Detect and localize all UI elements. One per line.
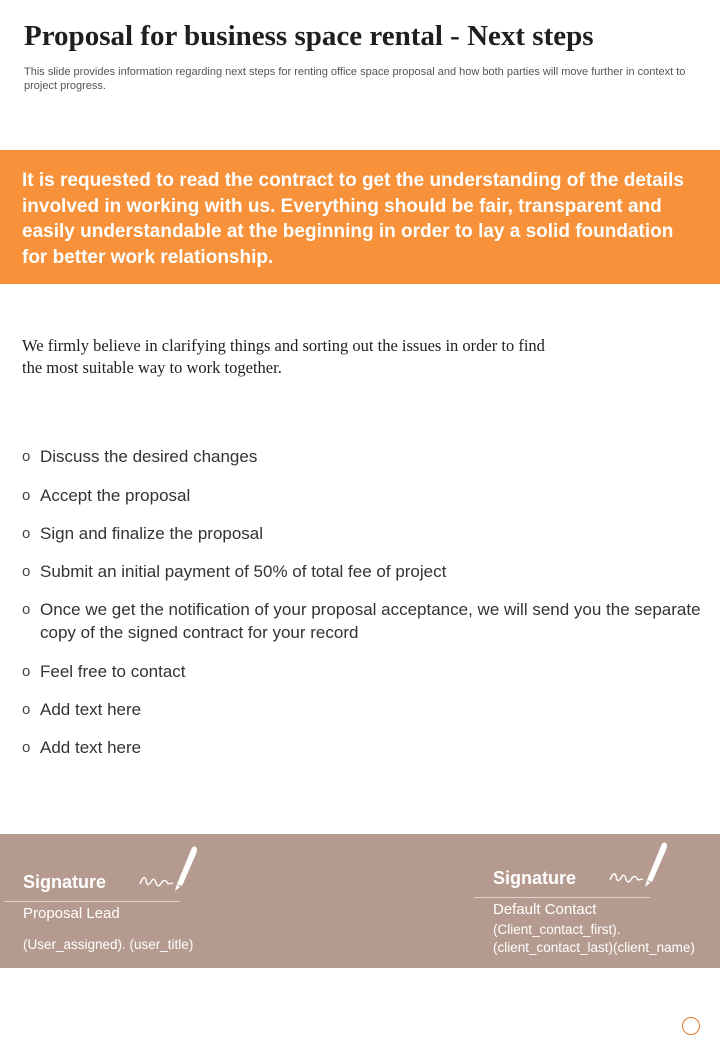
intro-paragraph: We firmly believe in clarifying things and sorting out the issues in order to find the most suitable way to work together. (22, 336, 545, 377)
bullet-icon: o (22, 525, 31, 542)
signature-band (0, 834, 720, 968)
list-item-text: Submit an initial payment of 50% of total fee of project (40, 562, 447, 581)
bullet-icon: o (22, 739, 31, 756)
signature-detail: (User_assigned). (user_title) (23, 937, 194, 952)
list-item-text: Add text here (40, 700, 142, 719)
banner-text: It is requested to read the contract to get the understanding of the details involved in working with us. Everything should be fair, transparent and easily understandable at the beginning in order to lay a solid foundation for better work relationship. (22, 170, 684, 268)
list-item (22, 560, 702, 583)
list-item (22, 445, 702, 468)
bullet-icon: o (22, 601, 31, 618)
list-item-text: Add text here (40, 738, 142, 757)
list-item (22, 598, 702, 644)
list-item-text: Feel free to contact (40, 662, 186, 681)
bullet-icon: o (22, 487, 31, 504)
circle-icon (682, 1017, 700, 1035)
highlight-banner (0, 150, 720, 284)
list-item-text: Accept the proposal (40, 486, 191, 505)
pen-signature-icon (607, 838, 669, 890)
signature-detail: (Client_contact_first). (client_contact_last)(client_name) (493, 922, 695, 955)
list-item (22, 736, 702, 759)
pen-signature-icon (137, 842, 199, 894)
page-title: Proposal for business space rental - Next steps (24, 20, 594, 52)
signature-block-default-contact (470, 834, 720, 968)
signature-role: Proposal Lead (23, 905, 120, 922)
bullet-icon: o (22, 701, 31, 718)
signature-heading: Signature (493, 868, 577, 888)
list-item (22, 484, 702, 507)
list-item-text: Discuss the desired changes (40, 447, 258, 466)
signature-divider (474, 897, 650, 898)
list-item (22, 698, 702, 721)
list-item (22, 522, 702, 545)
bullet-icon: o (22, 448, 31, 465)
list-item-text: Once we get the notification of your proposal acceptance, we will send you the separate copy of the signed contract for your record (40, 600, 701, 642)
signature-divider (4, 901, 180, 902)
signature-heading: Signature (23, 872, 107, 892)
bullet-icon: o (22, 563, 31, 580)
page-subtitle: This slide provides information regarding next steps for renting office space proposal and how both parties will move further in context to project progress. (24, 66, 686, 92)
list-item-text: Sign and finalize the proposal (40, 524, 264, 543)
bullet-icon: o (22, 663, 31, 680)
signature-role: Default Contact (493, 901, 597, 918)
signature-block-proposal-lead (0, 834, 360, 968)
list-item (22, 660, 702, 683)
